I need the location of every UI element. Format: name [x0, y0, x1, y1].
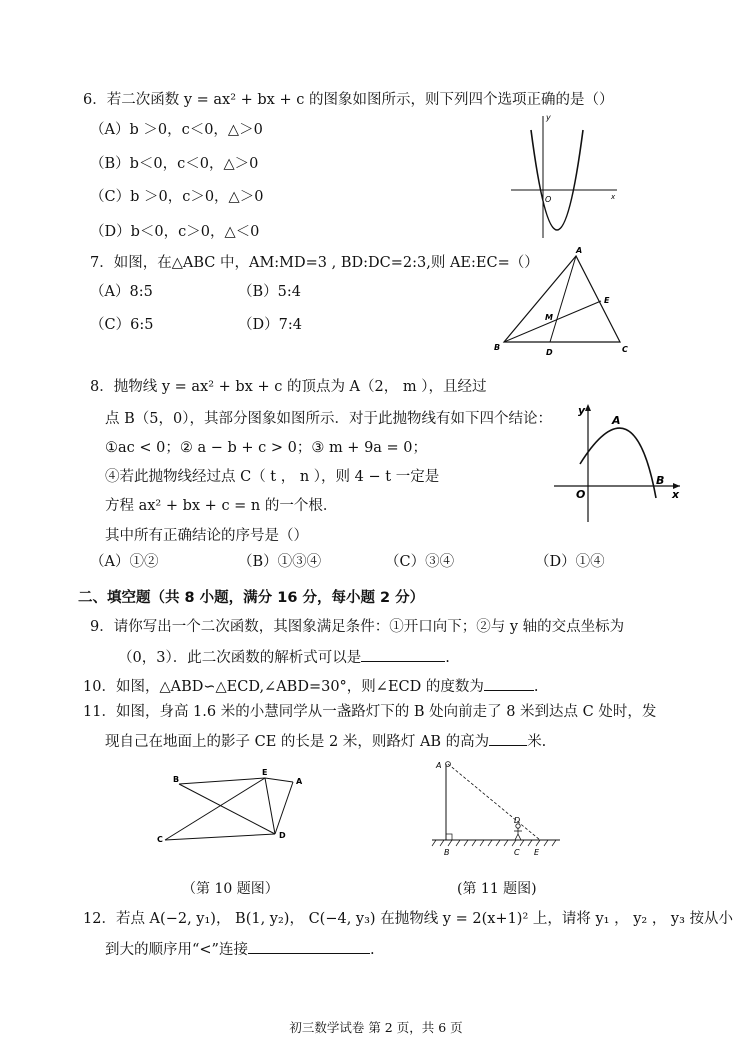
q7-option-d: （D）7:4 [238, 317, 302, 333]
q9-line-2-text: （0，3）．此二次函数的解析式可以是 [118, 650, 362, 666]
q8-fig-x-label: x [672, 488, 680, 501]
q7-triangle-figure [488, 244, 638, 360]
q7-option-c: （C）6:5 [90, 317, 154, 333]
fig11-caption: (第 11 题图) [457, 881, 537, 897]
fig11-label-e: E [534, 848, 540, 857]
fig11-label-a: A [436, 761, 442, 770]
fig10-label-c: C [157, 835, 163, 844]
fig10-label-e: E [262, 768, 268, 777]
q7-option-a: （A）8:5 [90, 284, 153, 300]
q10-text: 10．如图，△ABD∽△ECD,∠ABD=30°，则∠ECD 的度数为 [83, 679, 484, 695]
q7-fig-label-d: D [546, 348, 553, 357]
fig11-figure [428, 756, 568, 860]
q7-fig-label-b: B [494, 343, 501, 352]
q7-fig-label-m: M [545, 313, 553, 322]
fig10-caption: （第 10 题图） [182, 881, 279, 897]
q8-option-c: （C）③④ [385, 554, 455, 570]
q8-option-d: （D）①④ [535, 554, 605, 570]
q8-parabola-figure [548, 398, 688, 526]
q12-line-1: 12．若点 A(−2, y₁)， B(1, y₂)， C(−4, y₃) 在抛物线 y = 2(x+1)² 上，请将 y₁ ， y₂ ， y₃ 按从小 [83, 911, 734, 927]
q6-option-c: （C）b ＞0，c＞0，△＞0 [90, 189, 264, 205]
q6-option-d: （D）b＜0，c＞0，△＜0 [90, 224, 260, 240]
q7-option-b: （B）5:4 [238, 284, 301, 300]
q6-parabola-figure [505, 110, 625, 242]
q11-line-1: 11．如图，身高 1.6 米的小慧同学从一盏路灯下的 B 处向前走了 8 米到达点 C 处时，发 [83, 704, 657, 720]
q12-end: . [369, 942, 375, 958]
fig10-label-d: D [279, 831, 286, 840]
q8-option-a: （A）①② [90, 554, 159, 570]
q10-line [83, 676, 538, 697]
section-2-heading: 二、填空题（共 8 小题，满分 16 分，每小题 2 分） [78, 590, 425, 606]
q12-line-2-text: 到大的顺序用“<”连接 [105, 942, 248, 958]
q11-line-2-text: 现自己在地面上的影子 CE 的长是 2 米，则路灯 AB 的高为 [105, 734, 490, 750]
q9-line-1: 9．请你写出一个二次函数，其图象满足条件：①开口向下；②与 y 轴的交点坐标为 [90, 619, 625, 635]
q10-end: . [533, 679, 539, 695]
q8-fig-label-b: B [656, 474, 665, 487]
q6-fig-x-label: x [611, 193, 616, 201]
q7-stem: 7．如图，在△ABC 中，AM:MD=3 , BD:DC=2:3,则 AE:EC=（） [90, 255, 539, 271]
fig11-label-c: C [514, 848, 520, 857]
fig10-label-a: A [296, 777, 303, 786]
q6-fig-origin-label: O [545, 195, 552, 204]
q8-stem-4: ④若此抛物线经过点 C（ t ， n ），则 4 − t 一定是 [105, 469, 440, 485]
q8-option-b: （B）①③④ [238, 554, 322, 570]
q8-stem-6: 其中所有正确结论的序号是（） [105, 528, 308, 544]
q11-answer-blank[interactable] [489, 731, 527, 746]
q6-stem: 6．若二次函数 y = ax² + bx + c 的图象如图所示，则下列四个选项正确的是（） [83, 92, 614, 108]
q8-stem-2: 点 B（5，0），其部分图象如图所示．对于此抛物线有如下四个结论： [105, 411, 552, 427]
q12-answer-blank[interactable] [248, 939, 370, 954]
q11-end: 米. [527, 734, 547, 750]
q9-answer-blank[interactable] [361, 647, 445, 662]
q7-fig-label-c: C [622, 345, 628, 354]
q10-answer-blank[interactable] [484, 676, 534, 691]
fig10-figure [155, 766, 315, 852]
q8-fig-origin-label: O [576, 488, 586, 501]
q7-fig-label-e: E [604, 296, 610, 305]
fig10-label-b: B [173, 775, 180, 784]
q9-end: . [445, 650, 450, 666]
q6-option-a: （A）b ＞0，c＜0，△＞0 [90, 122, 263, 138]
q12-line-2 [105, 939, 375, 960]
q8-stem-1: 8．抛物线 y = ax² + bx + c 的顶点为 A（2， m ），且经过 [90, 379, 487, 395]
q8-stem-3: ①ac < 0；② a − b + c > 0；③ m + 9a = 0； [105, 440, 428, 456]
q8-stem-5: 方程 ax² + bx + c = n 的一个根． [105, 498, 338, 514]
q6-option-b: （B）b＜0，c＜0，△＞0 [90, 156, 259, 172]
q6-fig-y-label: y [546, 113, 551, 122]
fig11-label-b: B [444, 848, 450, 857]
page-footer: 初三数学试卷 第 2 页，共 6 页 [289, 1020, 463, 1035]
q8-fig-label-a: A [612, 414, 621, 427]
q8-fig-y-label: y [578, 404, 586, 417]
fig11-label-d: D [514, 816, 521, 825]
q7-fig-label-a: A [576, 246, 583, 255]
q11-line-2 [105, 731, 546, 752]
q9-line-2 [118, 647, 450, 668]
